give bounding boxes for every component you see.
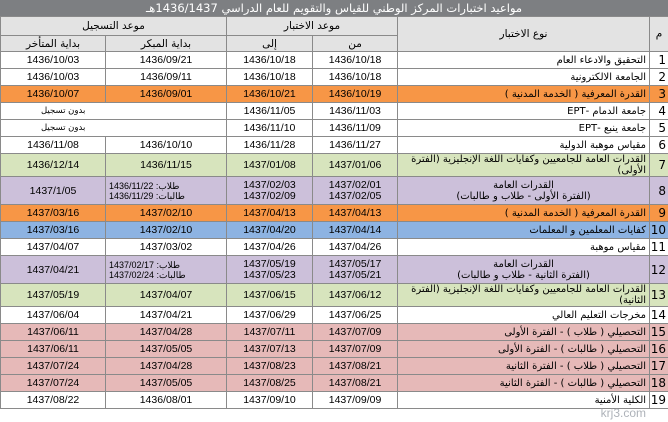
schedule-rows [1,52,668,409]
early-registration-start: 1437/05/05 [106,375,227,392]
exam-type: مخرجات التعليم العالي [398,307,650,324]
early-registration-start: 1436/09/11 [106,69,227,86]
exam-to-date-line-2: 1437/02/09 [243,189,296,202]
early-registration-start-line-2: طالبات: 1437/02/24 [109,269,186,280]
exam-to-date: 1436/10/18 [227,52,313,69]
exam-type: مقياس موهبة [398,239,650,256]
sheet-title: مواعيد اختبارات المركز الوطني للقياس والتقويم للعام الدراسي 1436/1437هـ [0,0,668,16]
header-num: م [650,17,668,52]
exam-type-line-1: القدرات العامة [493,258,554,270]
exam-to-date: 1437/01/08 [227,154,313,177]
early-registration-start [106,256,227,284]
exam-from-date: 1437/04/14 [313,222,398,239]
exam-type: التحصيلي ( طلاب ) - الفترة الثانية [398,358,650,375]
row-number: 7 [650,154,668,177]
exam-type: القدرات العامة للجامعيين وكفايات اللغة الإنجليزية (الفترة الثانية) [398,284,650,307]
exam-from-date: 1437/01/06 [313,154,398,177]
row-number: 17 [650,358,668,375]
exam-type: التحصيلي ( طلاب ) - الفترة الأولى [398,324,650,341]
exam-type: التحصيلي ( طالبات ) - الفترة الأولى [398,341,650,358]
exam-to-date-line-2: 1437/05/23 [243,268,296,281]
early-registration-start: 1436/11/15 [106,154,227,177]
late-registration-start: 1436/10/03 [1,69,106,86]
row-number: 19 [650,392,668,409]
exam-type-line-2: (الفترة الثانية - طلاب و طالبات) [457,269,590,281]
late-registration-start: 1437/07/24 [1,358,106,375]
exam-to-date [227,177,313,205]
row-number: 4 [650,103,668,120]
early-registration-start: 1436/10/10 [106,137,227,154]
early-registration-start [106,177,227,205]
table-row [1,284,668,307]
header-early-start: بداية المبكر [106,36,227,52]
early-registration-start: 1437/02/10 [106,205,227,222]
exam-from-date: 1437/07/09 [313,341,398,358]
exam-to-date: 1437/08/25 [227,375,313,392]
exam-type: جامعة ينبع -EPT [398,120,650,137]
exam-type: الكلية الأمنية [398,392,650,409]
exam-to-date: 1436/10/18 [227,69,313,86]
row-number: 2 [650,69,668,86]
table-row [1,120,668,137]
row-number: 18 [650,375,668,392]
table-row [1,324,668,341]
exam-type-line-1: القدرات العامة [493,179,554,191]
row-number: 5 [650,120,668,137]
table-row [1,307,668,324]
exam-to-date: 1436/11/05 [227,103,313,120]
exam-type: الجامعة الالكترونية [398,69,650,86]
exam-from-date-line-1: 1437/02/01 [328,178,382,191]
exam-from-date [313,177,398,205]
table-row [1,392,668,409]
table-row [1,137,668,154]
exam-from-date-line-1: 1437/05/17 [328,257,382,270]
exam-from-date: 1437/08/21 [313,375,398,392]
table-row [1,341,668,358]
exam-from-date: 1437/06/25 [313,307,398,324]
exam-from-date-line-2: 1437/05/21 [328,268,382,281]
exam-to-date: 1437/06/15 [227,284,313,307]
late-registration-start: 1437/03/16 [1,205,106,222]
exam-to-date: 1437/07/13 [227,341,313,358]
header-from: من [313,36,398,52]
header-registration-period: موعد التسجيل [1,17,227,36]
header-to: إلى [227,36,313,52]
exam-to-date: 1437/08/23 [227,358,313,375]
row-number: 11 [650,239,668,256]
late-registration-start: 1437/06/11 [1,324,106,341]
exam-from-date: 1437/07/09 [313,324,398,341]
exam-to-date-line-1: 1437/02/03 [243,178,296,191]
row-number: 15 [650,324,668,341]
exam-type: القدرات العامة للجامعيين وكفايات اللغة الإنجليزية (الفترة الأولى) [398,154,650,177]
late-registration-start: 1436/12/14 [1,154,106,177]
early-registration-start: 1437/02/10 [106,222,227,239]
table-row [1,239,668,256]
watermark: krj3.com [600,406,646,420]
exam-to-date: 1436/11/28 [227,137,313,154]
late-registration-start: 1437/06/04 [1,307,106,324]
exam-type: التحقيق والادعاء العام [398,52,650,69]
row-number: 10 [650,222,668,239]
row-number: 3 [650,86,668,103]
row-number: 14 [650,307,668,324]
table-row [1,154,668,177]
exam-from-date: 1437/04/13 [313,205,398,222]
exam-type: التحصيلي ( طالبات ) - الفترة الثانية [398,375,650,392]
exam-type: مقياس موهبة الدولية [398,137,650,154]
early-registration-start: 1437/03/02 [106,239,227,256]
row-number: 6 [650,137,668,154]
early-registration-start: 1436/08/01 [106,392,227,409]
exam-from-date: 1436/10/19 [313,86,398,103]
early-registration-start: 1436/09/21 [106,52,227,69]
early-registration-start-line-1: طلاب: 1437/02/17 [109,259,181,270]
table-row [1,69,668,86]
row-number: 12 [650,256,668,284]
row-number: 1 [650,52,668,69]
registration-note: بدون تسجيل [1,103,227,120]
exam-type-line-2: (الفترة الأولى - طلاب و طالبات) [456,190,591,202]
exam-to-date: 1436/10/21 [227,86,313,103]
late-registration-start: 1437/08/22 [1,392,106,409]
exam-from-date-line-2: 1437/02/05 [328,189,382,202]
table-row [1,52,668,69]
late-registration-start: 1437/04/21 [1,256,106,284]
early-registration-start: 1437/04/28 [106,358,227,375]
schedule-table [0,16,668,409]
row-number: 8 [650,177,668,205]
row-number: 13 [650,284,668,307]
late-registration-start: 1436/10/03 [1,52,106,69]
exam-from-date: 1436/11/27 [313,137,398,154]
exam-to-date-line-1: 1437/05/19 [243,257,296,270]
early-registration-start: 1436/09/01 [106,86,227,103]
exam-from-date: 1436/11/09 [313,120,398,137]
exam-type [398,177,650,205]
exam-to-date: 1437/04/20 [227,222,313,239]
header-exam-period: موعد الاختبار [227,17,398,36]
exam-from-date: 1436/11/03 [313,103,398,120]
exam-to-date: 1437/04/13 [227,205,313,222]
exam-to-date: 1437/06/29 [227,307,313,324]
exam-type: القدرة المعرفية ( الخدمة المدنية ) [398,205,650,222]
early-registration-start-line-1: طلاب: 1436/11/22 [109,180,180,191]
header-type: نوع الاختبار [398,17,650,52]
header-late-start: بداية المتأخر [1,36,106,52]
early-registration-start: 1437/04/07 [106,284,227,307]
early-registration-start: 1437/04/21 [106,307,227,324]
exam-to-date: 1437/09/10 [227,392,313,409]
exam-from-date: 1437/04/26 [313,239,398,256]
late-registration-start: 1437/1/05 [1,177,106,205]
exam-type: كفايات المعلمين و المعلمات [398,222,650,239]
exam-from-date [313,256,398,284]
table-row [1,177,668,205]
row-number: 16 [650,341,668,358]
registration-note: بدون تسجيل [1,120,227,137]
exam-from-date: 1437/09/09 [313,392,398,409]
exam-from-date: 1436/10/18 [313,52,398,69]
early-registration-start: 1437/05/05 [106,341,227,358]
exam-type: جامعة الدمام -EPT [398,103,650,120]
table-row [1,86,668,103]
early-registration-start-line-2: طالبات: 1436/11/29 [109,190,185,201]
early-registration-start: 1437/04/28 [106,324,227,341]
exam-to-date: 1437/07/11 [227,324,313,341]
late-registration-start: 1436/11/08 [1,137,106,154]
late-registration-start: 1436/10/07 [1,86,106,103]
late-registration-start: 1437/05/19 [1,284,106,307]
late-registration-start: 1437/04/07 [1,239,106,256]
exam-to-date [227,256,313,284]
row-number: 9 [650,205,668,222]
late-registration-start: 1437/03/16 [1,222,106,239]
exam-to-date: 1436/11/10 [227,120,313,137]
table-row [1,205,668,222]
table-row [1,256,668,284]
exam-from-date: 1436/10/18 [313,69,398,86]
exam-type: القدرة المعرفية ( الخدمة المدنية ) [398,86,650,103]
late-registration-start: 1437/06/11 [1,341,106,358]
late-registration-start: 1437/07/24 [1,375,106,392]
table-row [1,375,668,392]
exam-to-date: 1437/04/26 [227,239,313,256]
header-row-top [1,17,668,36]
table-row [1,222,668,239]
exam-type [398,256,650,284]
table-row [1,103,668,120]
table-row [1,358,668,375]
exam-from-date: 1437/08/21 [313,358,398,375]
exam-from-date: 1437/06/12 [313,284,398,307]
